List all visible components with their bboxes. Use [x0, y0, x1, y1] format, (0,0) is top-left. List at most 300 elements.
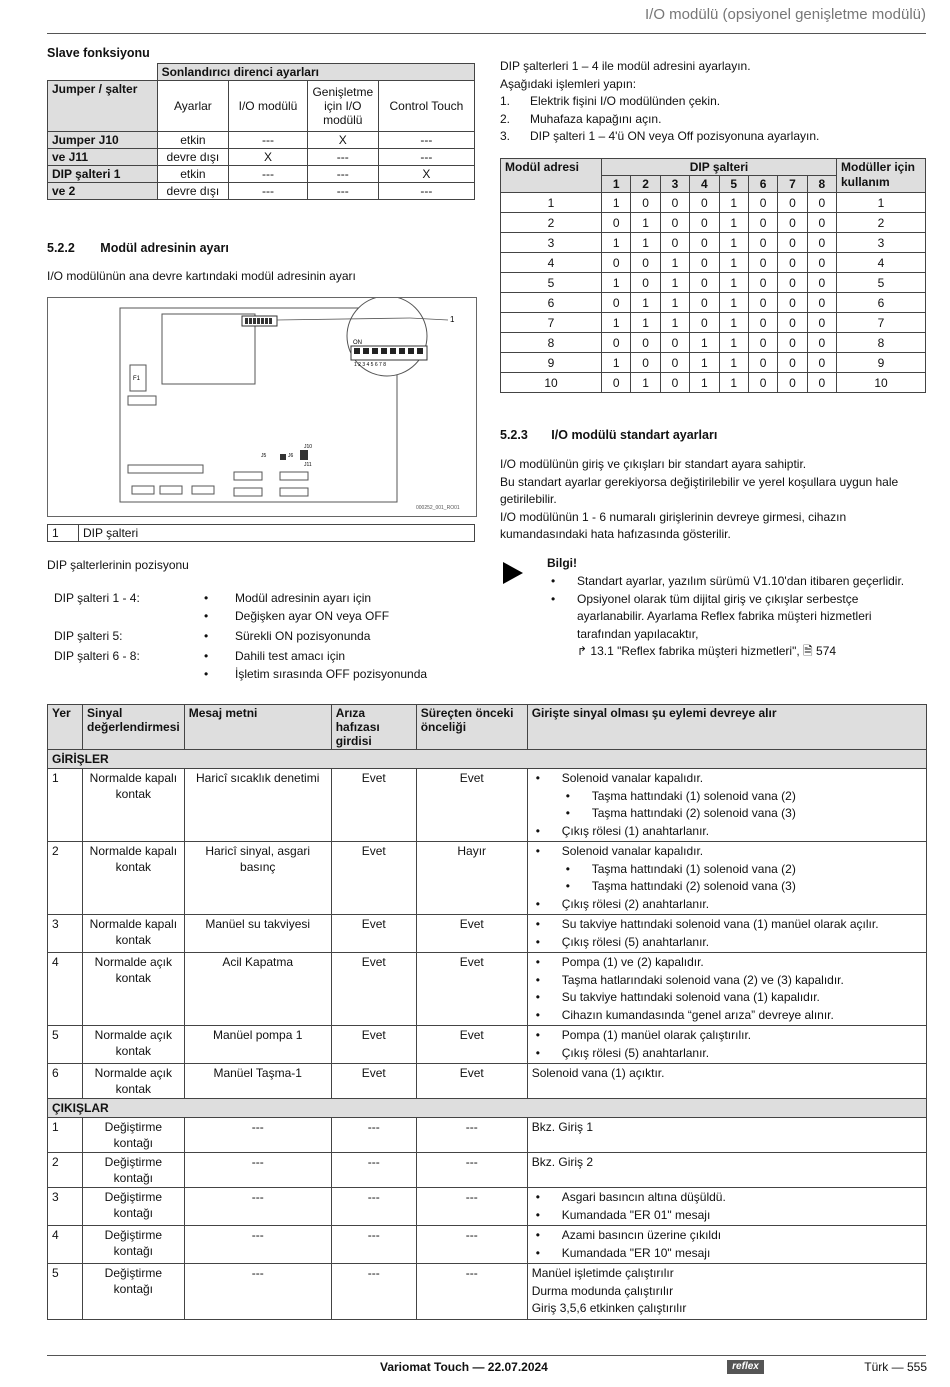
io-cell-n: 1 — [48, 1118, 83, 1153]
slave-col: Ayarlar — [157, 81, 229, 132]
step-text: Elektrik fişini I/O modülünden çekin. — [530, 94, 721, 108]
addr-row — [501, 313, 926, 333]
io-cell-action — [527, 842, 926, 915]
svg-text:1 2 3 4 5 6 7 8: 1 2 3 4 5 6 7 8 — [354, 362, 386, 368]
slave-row-label: ve 2 — [48, 183, 158, 200]
io-row — [48, 842, 927, 915]
slave-heading: Slave fonksiyonu — [47, 46, 150, 60]
action-item: • Azami basıncın üzerine çıkıldı — [532, 1227, 922, 1245]
section-5-2-2-text: I/O modülünün ana devre kartındaki modül adresinin ayarı — [47, 269, 356, 283]
action-item: • Çıkış rölesi (5) anahtarlanır. — [532, 1045, 922, 1063]
io-cell-action — [527, 769, 926, 842]
footer-document: Variomat Touch — 22.07.2024 — [380, 1360, 548, 1374]
addr-row — [501, 293, 926, 313]
io-cell-pri: --- — [416, 1118, 527, 1153]
io-header: Sinyal değerlendirmesi — [83, 705, 185, 750]
io-header: Arıza hafızası girdisi — [331, 705, 416, 750]
addr-row — [501, 253, 926, 273]
io-cell-msg: Manüel pompa 1 — [184, 1026, 331, 1064]
circuit-board-figure — [47, 297, 477, 517]
fuse-label: F1 — [133, 376, 141, 382]
cross-reference-link[interactable]: 13.1 "Reflex fabrika müşteri hizmetleri", — [590, 644, 800, 658]
io-cell-pri: Evet — [416, 915, 527, 953]
action-item: • Taşma hattındaki (1) solenoid vana (2) — [532, 861, 922, 879]
action-item: • Çıkış rölesi (5) anahtarlanır. — [532, 934, 922, 952]
addr-cell: 0 — [807, 293, 836, 313]
step-number: 3. — [500, 129, 511, 143]
addr-cell: 0 — [602, 213, 631, 233]
io-cell-n: 5 — [48, 1026, 83, 1064]
io-cell-action — [527, 1188, 926, 1226]
info-item — [547, 591, 927, 661]
action-item: • Taşma hatlarındaki solenoid vana (2) ve (3) kapalıdır. — [532, 972, 922, 990]
addr-dip-number: 5 — [719, 176, 748, 193]
io-cell-mem: Evet — [331, 1026, 416, 1064]
action-item: • Asgari basıncın altına düşüldü. — [532, 1189, 922, 1207]
io-cell-msg: --- — [184, 1153, 331, 1188]
io-section-label: GİRİŞLER — [48, 750, 927, 769]
addr-dip-number: 6 — [748, 176, 777, 193]
intro-step — [500, 93, 925, 111]
action-item: • Çıkış rölesi (2) anahtarlanır. — [532, 896, 922, 914]
io-cell-msg: Manüel su takviyesi — [184, 915, 331, 953]
slave-cell: devre dışı — [157, 183, 229, 200]
addr-cell: 0 — [807, 253, 836, 273]
addr-cell: 0 — [807, 313, 836, 333]
slave-cell: --- — [229, 183, 308, 200]
jumper-j5-label: J5 — [261, 453, 267, 459]
addr-cell: 10 — [501, 373, 602, 393]
io-header: Yer — [48, 705, 83, 750]
addr-cell: 0 — [778, 373, 807, 393]
io-cell-pri: Evet — [416, 953, 527, 1026]
info-arrow-icon — [501, 560, 525, 589]
section-5-2-2-heading — [47, 241, 229, 255]
action-text: Bkz. Giriş 1 — [531, 1120, 594, 1134]
addr-cell: 3 — [501, 233, 602, 253]
io-cell-n: 4 — [48, 953, 83, 1026]
addr-cell: 0 — [690, 213, 719, 233]
io-cell-msg: Acil Kapatma — [184, 953, 331, 1026]
addr-cell: 0 — [778, 353, 807, 373]
addr-cell: 2 — [837, 213, 926, 233]
link-arrow-icon: ↱ — [577, 644, 588, 658]
addr-cell: 0 — [602, 333, 631, 353]
slave-row — [48, 166, 475, 183]
io-cell-msg: Haricî sıcaklık denetimi — [184, 769, 331, 842]
info-list — [547, 573, 927, 661]
action-item: • Kumandada "ER 01" mesajı — [532, 1207, 922, 1225]
io-cell-mem: Evet — [331, 915, 416, 953]
step-number: 2. — [500, 111, 511, 126]
addr-cell: 1 — [719, 353, 748, 373]
slave-cell: --- — [378, 149, 474, 166]
section-5-2-3-text — [500, 456, 928, 544]
addr-dip-number: 8 — [807, 176, 836, 193]
io-cell-pri: --- — [416, 1153, 527, 1188]
slave-cell: --- — [378, 132, 474, 149]
io-cell-mem: --- — [331, 1188, 416, 1226]
io-cell-msg: Haricî sinyal, asgari basınç — [184, 842, 331, 915]
dip-position-item: İşletim sırasında OFF pozisyonunda — [235, 667, 428, 681]
action-item: • Kumandada "ER 10" mesajı — [532, 1245, 922, 1263]
dip-position-label: DIP şalteri 5: — [54, 629, 123, 643]
addr-cell: 1 — [837, 193, 926, 213]
footer-page: Türk — 555 — [864, 1360, 927, 1374]
io-cell-action — [527, 1064, 926, 1099]
page-icon: 🗎 — [803, 644, 813, 658]
io-row — [48, 1026, 927, 1064]
addr-cell: 0 — [690, 193, 719, 213]
action-item: • Solenoid vanalar kapalıdır. — [532, 843, 922, 861]
addr-row — [501, 333, 926, 353]
action-item: • Solenoid vanalar kapalıdır. — [532, 770, 922, 788]
addr-cell: 0 — [807, 213, 836, 233]
action-item: • Pompa (1) manüel olarak çalıştırılır. — [532, 1027, 922, 1045]
action-item: • Su takviye hattındaki solenoid vana (1) kapalıdır. — [532, 989, 922, 1007]
addr-cell: 0 — [778, 213, 807, 233]
info-title: Bilgi! — [547, 556, 577, 570]
intro-step — [500, 128, 925, 146]
addr-cell: 1 — [602, 233, 631, 253]
legend-number: 1 — [48, 525, 79, 542]
addr-header-dip: DIP şalteri — [602, 159, 837, 176]
addr-cell: 0 — [660, 333, 689, 353]
io-cell-mem: --- — [331, 1264, 416, 1320]
addr-cell: 7 — [837, 313, 926, 333]
io-cell-pri: Evet — [416, 1026, 527, 1064]
addr-cell: 9 — [837, 353, 926, 373]
io-cell-pri: Hayır — [416, 842, 527, 915]
addr-cell: 1 — [719, 233, 748, 253]
addr-cell: 1 — [719, 213, 748, 233]
slave-row-label: Jumper J10 — [48, 132, 158, 149]
io-cell-sig: Değiştirme kontağı — [83, 1226, 185, 1264]
addr-cell: 1 — [631, 313, 660, 333]
action-item: • Taşma hattındaki (2) solenoid vana (3) — [532, 805, 922, 823]
io-cell-sig: Normalde açık kontak — [83, 1026, 185, 1064]
addr-cell: 5 — [837, 273, 926, 293]
dip-position-label: DIP şalteri 1 - 4: — [54, 591, 140, 605]
io-cell-action — [527, 1026, 926, 1064]
legend-text: DIP şalteri — [79, 525, 475, 542]
io-row — [48, 915, 927, 953]
addr-cell: 1 — [501, 193, 602, 213]
section-title: I/O modülü standart ayarları — [551, 428, 718, 442]
io-cell-pri: --- — [416, 1264, 527, 1320]
addr-dip-number: 3 — [660, 176, 689, 193]
action-item: • Taşma hattındaki (1) solenoid vana (2) — [532, 788, 922, 806]
section-title: Modül adresinin ayarı — [100, 241, 229, 255]
addr-cell: 4 — [501, 253, 602, 273]
slave-col: I/O modülü — [229, 81, 308, 132]
addr-cell: 0 — [748, 353, 777, 373]
addr-cell: 0 — [660, 233, 689, 253]
slave-cell: --- — [229, 166, 308, 183]
addr-cell: 1 — [660, 293, 689, 313]
addr-cell: 1 — [690, 333, 719, 353]
jumper-j6-label: J6 — [288, 453, 294, 459]
slave-row-header: Jumper / şalter — [48, 81, 158, 132]
io-row — [48, 1064, 927, 1099]
addr-cell: 1 — [631, 213, 660, 233]
addr-cell: 0 — [690, 253, 719, 273]
addr-row — [501, 193, 926, 213]
addr-cell: 9 — [501, 353, 602, 373]
addr-cell: 6 — [501, 293, 602, 313]
addr-cell: 0 — [690, 293, 719, 313]
addr-cell: 0 — [807, 333, 836, 353]
action-item: • Pompa (1) ve (2) kapalıdır. — [532, 954, 922, 972]
addr-cell: 1 — [719, 373, 748, 393]
addr-cell: 0 — [660, 213, 689, 233]
callout-number: 1 — [450, 315, 455, 324]
io-row — [48, 1118, 927, 1153]
addr-cell: 0 — [631, 253, 660, 273]
io-cell-n: 2 — [48, 1153, 83, 1188]
io-row — [48, 1264, 927, 1320]
intro-line: DIP şalterleri 1 – 4 ile modül adresini ayarlayın. — [500, 59, 751, 73]
io-cell-pri: --- — [416, 1188, 527, 1226]
io-cell-sig: Normalde kapalı kontak — [83, 842, 185, 915]
addr-cell: 0 — [748, 233, 777, 253]
addr-row — [501, 233, 926, 253]
step-number: 1. — [500, 94, 511, 108]
io-cell-sig: Değiştirme kontağı — [83, 1118, 185, 1153]
right-intro — [500, 58, 925, 146]
addr-cell: 0 — [631, 353, 660, 373]
addr-cell: 0 — [778, 273, 807, 293]
slave-row — [48, 132, 475, 149]
action-text: Solenoid vana (1) açıktır. — [531, 1066, 665, 1080]
page-reference[interactable]: 574 — [816, 644, 837, 658]
addr-cell: 10 — [837, 373, 926, 393]
section-number: 5.2.3 — [500, 428, 528, 442]
figure-legend — [47, 524, 475, 542]
action-item: • Çıkış rölesi (1) anahtarlanır. — [532, 823, 922, 841]
slave-col: Genişletme için I/O modülü — [307, 81, 378, 132]
addr-cell: 0 — [748, 193, 777, 213]
io-header: Süreçten önceki önceliği — [416, 705, 527, 750]
io-cell-sig: Değiştirme kontağı — [83, 1153, 185, 1188]
io-row — [48, 769, 927, 842]
addr-cell: 0 — [631, 333, 660, 353]
circuit-board-illustration — [48, 298, 476, 516]
dip-position-item: Sürekli ON pozisyonunda — [235, 629, 371, 643]
action-text: Durma modunda çalıştırılır — [531, 1283, 674, 1298]
dip-position-item: Değişken ayar ON veya OFF — [235, 609, 390, 623]
io-cell-action — [527, 915, 926, 953]
io-cell-sig: Normalde açık kontak — [83, 953, 185, 1026]
io-cell-msg: --- — [184, 1264, 331, 1320]
slave-cell: --- — [307, 166, 378, 183]
addr-cell: 8 — [837, 333, 926, 353]
slave-cell: etkin — [157, 166, 229, 183]
io-cell-n: 4 — [48, 1226, 83, 1264]
jumper-j11-label: J11 — [304, 462, 312, 468]
addr-cell: 1 — [719, 253, 748, 273]
section-number: 5.2.2 — [47, 241, 75, 255]
addr-cell: 5 — [501, 273, 602, 293]
paragraph: I/O modülünün 1 - 6 numaralı girişlerinin devreye girmesi, cihazın kumandasındaki hata hafızasında gösterilir. — [500, 509, 847, 541]
footer-divider — [47, 1355, 926, 1356]
dip-position-title: DIP şalterlerinin pozisyonu — [47, 558, 189, 572]
slave-cell: --- — [378, 183, 474, 200]
info-text: Opsiyonel olarak tüm dijital giriş ve çıkışlar serbestçe ayarlanabilir. Ayarlama Reflex fabrika müşteri hizmetleri tarafından yapılacaktır, — [577, 591, 872, 641]
addr-header-usage: Modüller için kullanım — [837, 159, 926, 193]
slave-cell: X — [307, 132, 378, 149]
addr-cell: 2 — [501, 213, 602, 233]
io-cell-sig: Değiştirme kontağı — [83, 1188, 185, 1226]
io-cell-n: 1 — [48, 769, 83, 842]
addr-cell: 0 — [660, 193, 689, 213]
addr-cell: 1 — [719, 313, 748, 333]
action-text: Giriş 3,5,6 etkinken çalıştırılır — [531, 1301, 687, 1315]
slave-cell: --- — [307, 183, 378, 200]
io-cell-sig: Normalde kapalı kontak — [83, 915, 185, 953]
paragraph: Bu standart ayarlar gerekiyorsa değiştirilebilir ve yerel koşullara uygun hale getirilebilir. — [500, 474, 899, 506]
io-header: Mesaj metni — [184, 705, 331, 750]
addr-dip-number: 2 — [631, 176, 660, 193]
addr-dip-number: 4 — [690, 176, 719, 193]
addr-header-address: Modül adresi — [501, 159, 602, 193]
addr-cell: 1 — [631, 293, 660, 313]
paragraph: I/O modülünün giriş ve çıkışları bir standart ayara sahiptir. — [500, 457, 807, 471]
slave-table — [47, 63, 475, 200]
slave-cell: devre dışı — [157, 149, 229, 166]
reflex-logo: reflex — [727, 1360, 764, 1374]
addr-cell: 4 — [837, 253, 926, 273]
io-row — [48, 1226, 927, 1264]
io-cell-mem: --- — [331, 1153, 416, 1188]
addr-cell: 0 — [748, 253, 777, 273]
action-text: Bkz. Giriş 2 — [531, 1155, 594, 1169]
addr-cell: 0 — [602, 253, 631, 273]
header-divider — [47, 33, 926, 34]
slave-col: Control Touch — [378, 81, 474, 132]
io-cell-sig: Normalde kapalı kontak — [83, 769, 185, 842]
io-cell-mem: Evet — [331, 842, 416, 915]
addr-row — [501, 353, 926, 373]
step-text: Muhafaza kapağını açın. — [530, 111, 662, 126]
addr-cell: 0 — [778, 193, 807, 213]
io-cell-mem: Evet — [331, 769, 416, 842]
info-text: Standart ayarlar, yazılım sürümü V1.10'dan itibaren geçerlidir. — [577, 574, 905, 588]
dip-position-label: DIP şalteri 6 - 8: — [54, 649, 140, 663]
dip-position-row: DIP şalteri 5: • Sürekli ON pozisyonunda — [54, 627, 474, 647]
addr-cell: 0 — [631, 193, 660, 213]
addr-cell: 0 — [748, 293, 777, 313]
addr-row — [501, 213, 926, 233]
slave-row — [48, 149, 475, 166]
slave-cell: X — [378, 166, 474, 183]
addr-cell: 1 — [690, 353, 719, 373]
dip-position-list — [54, 589, 474, 685]
addr-cell: 1 — [602, 193, 631, 213]
io-row — [48, 953, 927, 1026]
step-text: DIP şalteri 1 – 4'ü ON veya Off pozisyonuna ayarlayın. — [530, 129, 820, 143]
slave-row-label: DIP şalteri 1 — [48, 166, 158, 183]
addr-dip-number: 7 — [778, 176, 807, 193]
addr-cell: 0 — [778, 233, 807, 253]
action-item: • Su takviye hattındaki solenoid vana (1) manüel olarak açılır. — [532, 916, 922, 934]
action-item: • Cihazın kumandasında “genel arıza” devreye alınır. — [532, 1007, 922, 1025]
io-cell-action — [527, 1118, 926, 1153]
io-cell-msg: --- — [184, 1188, 331, 1226]
dip-position-item: Modül adresinin ayarı için — [235, 591, 372, 605]
addr-cell: 0 — [778, 313, 807, 333]
addr-cell: 0 — [778, 253, 807, 273]
io-cell-sig: Değiştirme kontağı — [83, 1264, 185, 1320]
addr-cell: 0 — [748, 273, 777, 293]
io-cell-mem: Evet — [331, 953, 416, 1026]
addr-cell: 0 — [690, 233, 719, 253]
io-row — [48, 1188, 927, 1226]
addr-row — [501, 373, 926, 393]
io-cell-sig: Normalde açık kontak — [83, 1064, 185, 1099]
addr-cell: 0 — [807, 193, 836, 213]
module-address-table — [500, 158, 926, 393]
addr-cell: 0 — [778, 293, 807, 313]
io-row — [48, 1153, 927, 1188]
addr-cell: 0 — [631, 273, 660, 293]
addr-cell: 1 — [719, 293, 748, 313]
addr-cell: 0 — [778, 333, 807, 353]
io-cell-n: 2 — [48, 842, 83, 915]
addr-cell: 0 — [807, 373, 836, 393]
io-cell-n: 3 — [48, 915, 83, 953]
addr-dip-number: 1 — [602, 176, 631, 193]
io-cell-action — [527, 1264, 926, 1320]
slave-cell: etkin — [157, 132, 229, 149]
action-text: Manüel işletimde çalıştırılır — [531, 1266, 674, 1280]
slave-cell: --- — [229, 132, 308, 149]
addr-cell: 1 — [602, 313, 631, 333]
io-cell-n: 6 — [48, 1064, 83, 1099]
addr-cell: 6 — [837, 293, 926, 313]
addr-cell: 0 — [602, 373, 631, 393]
slave-cell: --- — [307, 149, 378, 166]
addr-cell: 1 — [690, 373, 719, 393]
addr-cell: 0 — [807, 233, 836, 253]
dip-position-row: DIP şalteri 6 - 8: • Dahili test amacı için • İşletim sırasında OFF pozisyonunda — [54, 647, 474, 685]
dip-on-label: ON — [353, 340, 362, 346]
io-cell-msg: Manüel Taşma-1 — [184, 1064, 331, 1099]
io-cell-mem: --- — [331, 1118, 416, 1153]
dip-position-row: DIP şalteri 1 - 4: • Modül adresinin ayarı için • Değişken ayar ON veya OFF — [54, 589, 474, 627]
addr-cell: 1 — [631, 233, 660, 253]
io-cell-action — [527, 1226, 926, 1264]
addr-cell: 1 — [719, 333, 748, 353]
io-cell-msg: --- — [184, 1226, 331, 1264]
addr-cell: 7 — [501, 313, 602, 333]
addr-cell: 0 — [748, 313, 777, 333]
dip-position-item: Dahili test amacı için — [235, 649, 346, 663]
io-section-label: ÇIKIŞLAR — [48, 1099, 927, 1118]
addr-cell: 0 — [660, 373, 689, 393]
addr-cell: 1 — [631, 373, 660, 393]
io-cell-pri: --- — [416, 1226, 527, 1264]
io-cell-action — [527, 1153, 926, 1188]
intro-step — [500, 111, 925, 129]
slave-col-group: Sonlandırıcı direnci ayarları — [157, 64, 474, 81]
io-settings-table — [47, 704, 927, 1320]
addr-cell: 1 — [660, 253, 689, 273]
io-cell-n: 3 — [48, 1188, 83, 1226]
addr-cell: 0 — [748, 333, 777, 353]
addr-cell: 0 — [807, 353, 836, 373]
addr-cell: 0 — [660, 353, 689, 373]
